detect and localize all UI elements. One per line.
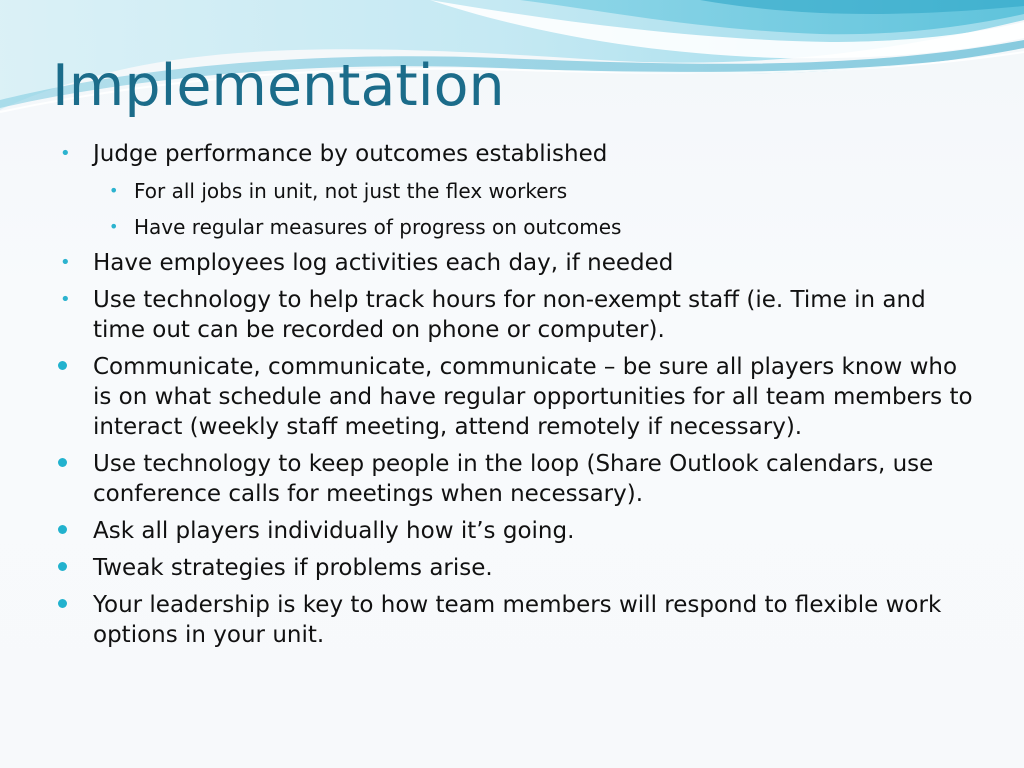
bullet-text: Use technology to keep people in the loop (Share Outlook calendars, use conference calls for meetings when necessary).	[93, 451, 934, 507]
sub-bullet-text: For all jobs in unit, not just the flex workers	[134, 179, 568, 203]
bullet-circle-icon	[58, 525, 67, 534]
bullet-text: Judge performance by outcomes established	[93, 141, 608, 167]
slide-title: Implementation	[52, 53, 505, 119]
bullet-text: Your leadership is key to how team members will respond to flexible work options in your unit.	[93, 592, 942, 648]
bullet-text: Communicate, communicate, communicate – be sure all players know who is on what schedule and have regular opportunities for all team members to interact (weekly staff meeting, attend remotely if necessary).	[93, 354, 973, 440]
bullet-item	[58, 516, 978, 546]
bullet-item	[58, 449, 978, 509]
bullet-text: Ask all players individually how it’s going.	[93, 518, 575, 544]
bullet-item	[58, 139, 978, 169]
bullet-item	[58, 590, 978, 650]
bullet-circle-icon	[58, 599, 67, 608]
bullet-circle-icon	[58, 562, 67, 571]
sub-bullet-item	[58, 212, 978, 242]
sub-bullet-text: Have regular measures of progress on outcomes	[134, 215, 622, 239]
bullet-item	[58, 285, 978, 345]
bullet-dot-icon: •	[60, 143, 71, 164]
bullet-item	[58, 248, 978, 278]
bullet-text: Have employees log activities each day, if needed	[93, 250, 674, 276]
bullet-text: Use technology to help track hours for non-exempt staff (ie. Time in and time out can be recorded on phone or computer).	[93, 287, 926, 343]
bullet-item	[58, 352, 978, 442]
bullet-dot-icon: •	[109, 181, 119, 200]
bullet-dot-icon: •	[60, 252, 71, 273]
bullet-text: Tweak strategies if problems arise.	[93, 555, 493, 581]
bullet-circle-icon	[58, 458, 67, 467]
bullet-circle-icon	[58, 361, 67, 370]
bullet-item	[58, 553, 978, 583]
bullet-dot-icon: •	[109, 217, 119, 236]
bullet-dot-icon: •	[60, 289, 71, 310]
sub-bullet-item	[58, 176, 978, 206]
bullet-list	[58, 139, 978, 657]
